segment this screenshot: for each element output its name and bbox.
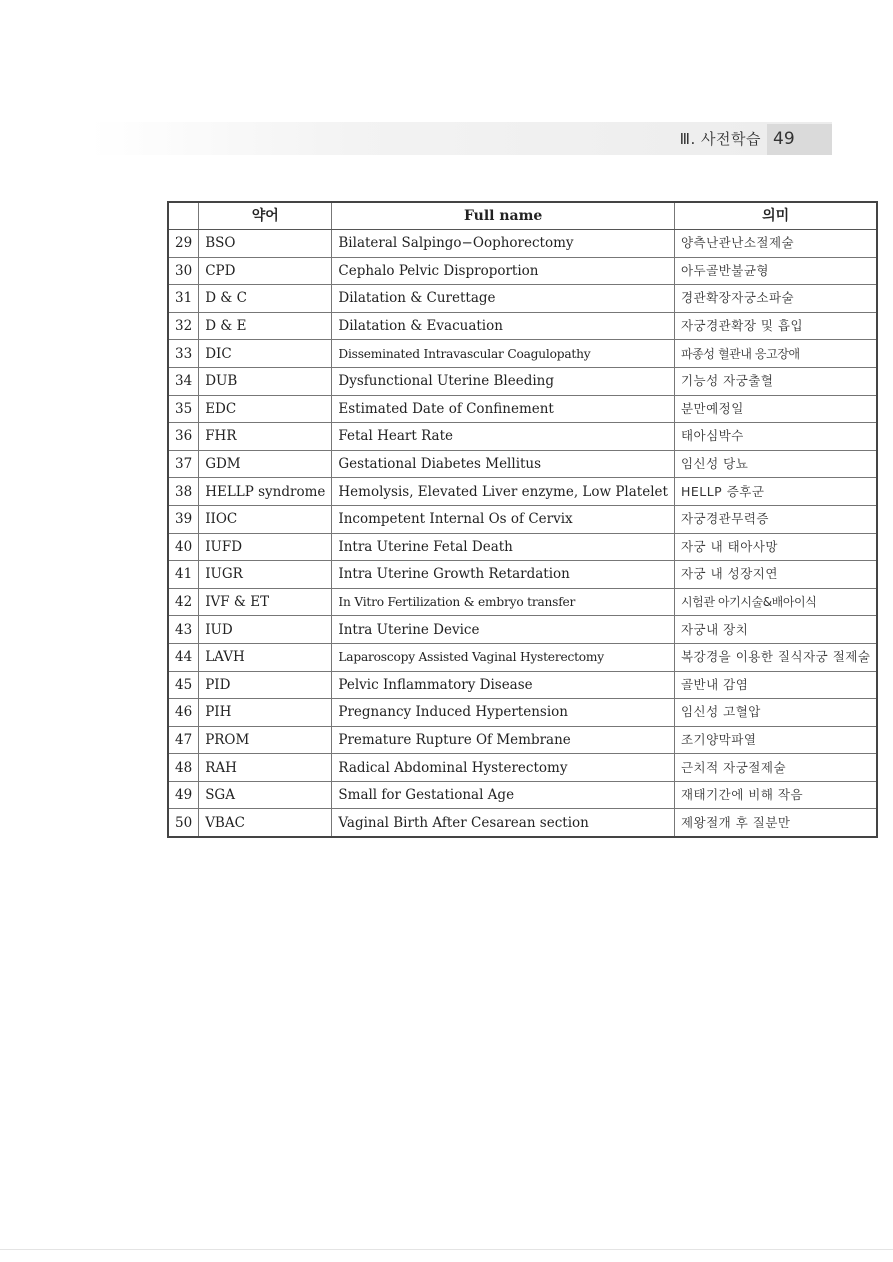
row-abbreviation: IVF & ET bbox=[199, 588, 332, 616]
row-abbreviation: PID bbox=[199, 671, 332, 699]
row-meaning: 임신성 고혈압 bbox=[674, 699, 877, 727]
row-full-name: Bilateral Salpingo−Oophorectomy bbox=[332, 230, 675, 258]
column-header-abbreviation: 약어 bbox=[199, 202, 332, 230]
row-number: 32 bbox=[168, 312, 199, 340]
row-meaning: 임신성 당뇨 bbox=[674, 450, 877, 478]
row-abbreviation: VBAC bbox=[199, 809, 332, 837]
row-meaning: 제왕절개 후 질분만 bbox=[674, 809, 877, 837]
row-full-name: Pregnancy Induced Hypertension bbox=[332, 699, 675, 727]
row-abbreviation: SGA bbox=[199, 781, 332, 809]
row-number: 38 bbox=[168, 478, 199, 506]
table-row bbox=[168, 754, 877, 782]
page-number: 49 bbox=[767, 124, 832, 155]
row-number: 45 bbox=[168, 671, 199, 699]
row-abbreviation: IUGR bbox=[199, 561, 332, 589]
table-row bbox=[168, 450, 877, 478]
row-number: 42 bbox=[168, 588, 199, 616]
row-number: 48 bbox=[168, 754, 199, 782]
row-full-name: Premature Rupture Of Membrane bbox=[332, 726, 675, 754]
table-header-row bbox=[168, 202, 877, 230]
table-row bbox=[168, 699, 877, 727]
row-meaning: 기능성 자궁출혈 bbox=[674, 367, 877, 395]
row-abbreviation: D & C bbox=[199, 285, 332, 313]
row-meaning: 시험관 아기시술&배아이식 bbox=[674, 588, 877, 616]
table-row bbox=[168, 478, 877, 506]
row-abbreviation: RAH bbox=[199, 754, 332, 782]
row-number: 46 bbox=[168, 699, 199, 727]
row-meaning: 자궁경관무력증 bbox=[674, 505, 877, 533]
row-number: 39 bbox=[168, 505, 199, 533]
row-abbreviation: D & E bbox=[199, 312, 332, 340]
row-number: 36 bbox=[168, 423, 199, 451]
row-meaning: 복강경을 이용한 질식자궁 절제술 bbox=[674, 643, 877, 671]
row-meaning: 분만예정일 bbox=[674, 395, 877, 423]
row-meaning: 아두골반불균형 bbox=[674, 257, 877, 285]
row-full-name: Incompetent Internal Os of Cervix bbox=[332, 505, 675, 533]
column-header-full-name: Full name bbox=[332, 202, 675, 230]
table-row bbox=[168, 643, 877, 671]
table-row bbox=[168, 671, 877, 699]
row-number: 41 bbox=[168, 561, 199, 589]
row-full-name: Intra Uterine Device bbox=[332, 616, 675, 644]
row-full-name: Estimated Date of Confinement bbox=[332, 395, 675, 423]
table-row bbox=[168, 809, 877, 837]
row-number: 30 bbox=[168, 257, 199, 285]
row-number: 40 bbox=[168, 533, 199, 561]
row-meaning: 자궁 내 태아사망 bbox=[674, 533, 877, 561]
section-title: Ⅲ. 사전학습 bbox=[679, 130, 761, 148]
table-row bbox=[168, 230, 877, 258]
row-full-name: Radical Abdominal Hysterectomy bbox=[332, 754, 675, 782]
table-row bbox=[168, 588, 877, 616]
abbreviation-table bbox=[167, 201, 878, 838]
row-number: 37 bbox=[168, 450, 199, 478]
row-meaning: 자궁내 장치 bbox=[674, 616, 877, 644]
table-row bbox=[168, 533, 877, 561]
row-full-name: Disseminated Intravascular Coagulopathy bbox=[332, 340, 675, 368]
row-abbreviation: GDM bbox=[199, 450, 332, 478]
table-row bbox=[168, 367, 877, 395]
table-row bbox=[168, 257, 877, 285]
table-row bbox=[168, 726, 877, 754]
row-abbreviation: FHR bbox=[199, 423, 332, 451]
row-full-name: Gestational Diabetes Mellitus bbox=[332, 450, 675, 478]
row-meaning: 재태기간에 비해 작음 bbox=[674, 781, 877, 809]
row-number: 33 bbox=[168, 340, 199, 368]
row-meaning: 파종성 혈관내 응고장애 bbox=[674, 340, 877, 368]
row-number: 44 bbox=[168, 643, 199, 671]
table-row bbox=[168, 312, 877, 340]
table-row bbox=[168, 616, 877, 644]
table-row bbox=[168, 505, 877, 533]
row-full-name: Small for Gestational Age bbox=[332, 781, 675, 809]
row-abbreviation: DUB bbox=[199, 367, 332, 395]
row-full-name: Intra Uterine Growth Retardation bbox=[332, 561, 675, 589]
row-number: 29 bbox=[168, 230, 199, 258]
row-number: 35 bbox=[168, 395, 199, 423]
row-number: 50 bbox=[168, 809, 199, 837]
table-row bbox=[168, 423, 877, 451]
row-meaning: 경관확장자궁소파술 bbox=[674, 285, 877, 313]
row-abbreviation: LAVH bbox=[199, 643, 332, 671]
row-full-name: Hemolysis, Elevated Liver enzyme, Low Platelet bbox=[332, 478, 675, 506]
row-number: 47 bbox=[168, 726, 199, 754]
row-abbreviation: PROM bbox=[199, 726, 332, 754]
row-number: 43 bbox=[168, 616, 199, 644]
table-row bbox=[168, 781, 877, 809]
row-full-name: Intra Uterine Fetal Death bbox=[332, 533, 675, 561]
row-number: 34 bbox=[168, 367, 199, 395]
row-meaning: 자궁경관확장 및 흡입 bbox=[674, 312, 877, 340]
row-full-name: Cephalo Pelvic Disproportion bbox=[332, 257, 675, 285]
table-row bbox=[168, 561, 877, 589]
row-full-name: Dilatation & Curettage bbox=[332, 285, 675, 313]
row-meaning: HELLP 증후군 bbox=[674, 478, 877, 506]
table-row bbox=[168, 395, 877, 423]
row-full-name: Dilatation & Evacuation bbox=[332, 312, 675, 340]
row-abbreviation: DIC bbox=[199, 340, 332, 368]
column-header-meaning: 의미 bbox=[674, 202, 877, 230]
table-row bbox=[168, 285, 877, 313]
row-meaning: 태아심박수 bbox=[674, 423, 877, 451]
row-abbreviation: IIOC bbox=[199, 505, 332, 533]
row-meaning: 근치적 자궁절제술 bbox=[674, 754, 877, 782]
row-full-name: Pelvic Inflammatory Disease bbox=[332, 671, 675, 699]
row-abbreviation: HELLP syndrome bbox=[199, 478, 332, 506]
row-meaning: 자궁 내 성장지연 bbox=[674, 561, 877, 589]
row-full-name: In Vitro Fertilization & embryo transfer bbox=[332, 588, 675, 616]
row-meaning: 골반내 감염 bbox=[674, 671, 877, 699]
row-meaning: 양측난관난소절제술 bbox=[674, 230, 877, 258]
row-abbreviation: EDC bbox=[199, 395, 332, 423]
row-abbreviation: IUD bbox=[199, 616, 332, 644]
bottom-rule bbox=[0, 1249, 893, 1250]
row-full-name: Laparoscopy Assisted Vaginal Hysterectomy bbox=[332, 643, 675, 671]
row-abbreviation: PIH bbox=[199, 699, 332, 727]
row-abbreviation: BSO bbox=[199, 230, 332, 258]
row-abbreviation: CPD bbox=[199, 257, 332, 285]
row-full-name: Fetal Heart Rate bbox=[332, 423, 675, 451]
row-number: 31 bbox=[168, 285, 199, 313]
row-full-name: Vaginal Birth After Cesarean section bbox=[332, 809, 675, 837]
row-abbreviation: IUFD bbox=[199, 533, 332, 561]
row-meaning: 조기양막파열 bbox=[674, 726, 877, 754]
row-full-name: Dysfunctional Uterine Bleeding bbox=[332, 367, 675, 395]
column-header-number bbox=[168, 202, 199, 230]
row-number: 49 bbox=[168, 781, 199, 809]
table-row bbox=[168, 340, 877, 368]
